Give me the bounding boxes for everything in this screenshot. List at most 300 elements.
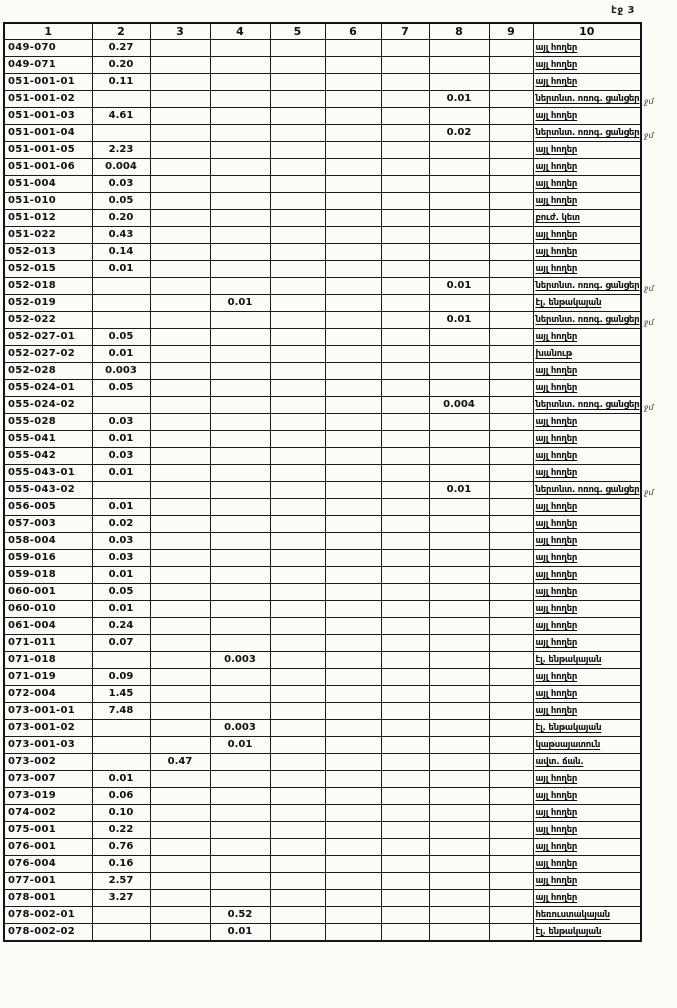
value-cell-col8 xyxy=(429,329,489,346)
value-cell-col3 xyxy=(150,839,210,856)
value-cell-col6 xyxy=(325,465,381,482)
land-use-label-cell xyxy=(533,839,641,856)
value-cell-col4 xyxy=(210,686,270,703)
value-cell-col4 xyxy=(210,57,270,74)
value-cell-col2 xyxy=(92,720,150,737)
value-cell-col7 xyxy=(381,771,429,788)
value-cell-col4 xyxy=(210,550,270,567)
value-cell-col3 xyxy=(150,363,210,380)
value-cell-col8 xyxy=(429,652,489,669)
value-cell-col9 xyxy=(489,686,533,703)
parcel-code-cell: 051-012 xyxy=(4,210,92,227)
value-cell-col8 xyxy=(429,499,489,516)
value-cell-col2 xyxy=(92,295,150,312)
value-cell-col6 xyxy=(325,312,381,329)
value-cell-col8 xyxy=(429,159,489,176)
value-cell-col9 xyxy=(489,567,533,584)
parcel-code-cell: 052-028 xyxy=(4,363,92,380)
value-cell-col4 xyxy=(210,261,270,278)
value-cell-col9 xyxy=(489,125,533,142)
value-cell-col5 xyxy=(270,278,325,295)
value-cell-col8 xyxy=(429,295,489,312)
value-cell-col3 xyxy=(150,924,210,942)
value-cell-col8 xyxy=(429,873,489,890)
value-cell-col5 xyxy=(270,907,325,924)
land-register-table xyxy=(3,22,654,942)
value-cell-col6 xyxy=(325,703,381,720)
value-cell-col7 xyxy=(381,584,429,601)
value-cell-col7 xyxy=(381,686,429,703)
parcel-code-cell: 055-024-01 xyxy=(4,380,92,397)
land-use-label-cell xyxy=(533,533,641,550)
value-cell-col2: 0.06 xyxy=(92,788,150,805)
value-cell-col8: 0.02 xyxy=(429,125,489,142)
value-cell-col6 xyxy=(325,686,381,703)
value-cell-col9 xyxy=(489,329,533,346)
land-use-label: այլ հողեր xyxy=(535,842,578,852)
land-use-label-cell xyxy=(533,482,654,499)
value-cell-col6 xyxy=(325,669,381,686)
column-header-3: 3 xyxy=(150,23,210,40)
parcel-code-cell: 052-015 xyxy=(4,261,92,278)
value-cell-col2: 7.48 xyxy=(92,703,150,720)
value-cell-col8: 0.01 xyxy=(429,312,489,329)
value-cell-col9 xyxy=(489,414,533,431)
value-cell-col3 xyxy=(150,159,210,176)
value-cell-col8 xyxy=(429,74,489,91)
value-cell-col7 xyxy=(381,499,429,516)
value-cell-col7 xyxy=(381,839,429,856)
value-cell-col6 xyxy=(325,108,381,125)
land-use-label-cell xyxy=(533,193,641,210)
value-cell-col8 xyxy=(429,414,489,431)
land-use-label-cell xyxy=(533,261,641,278)
table-row xyxy=(4,652,641,669)
value-cell-col4 xyxy=(210,380,270,397)
land-use-label-cell xyxy=(533,720,641,737)
land-use-label-cell xyxy=(533,754,641,771)
value-cell-col5 xyxy=(270,669,325,686)
value-cell-col2: 0.20 xyxy=(92,57,150,74)
parcel-code-cell: 049-070 xyxy=(4,40,92,57)
table-row xyxy=(4,516,641,533)
value-cell-col5 xyxy=(270,567,325,584)
value-cell-col7 xyxy=(381,312,429,329)
table-row xyxy=(4,108,641,125)
table-row xyxy=(4,856,641,873)
table-row xyxy=(4,74,641,91)
value-cell-col3 xyxy=(150,125,210,142)
value-cell-col4 xyxy=(210,754,270,771)
value-cell-col3 xyxy=(150,295,210,312)
value-cell-col6 xyxy=(325,890,381,907)
value-cell-col9 xyxy=(489,397,533,414)
table-row xyxy=(4,788,641,805)
value-cell-col7 xyxy=(381,227,429,244)
value-cell-col2: 0.16 xyxy=(92,856,150,873)
value-cell-col3 xyxy=(150,737,210,754)
land-use-label-cell xyxy=(533,397,654,414)
value-cell-col9 xyxy=(489,601,533,618)
value-cell-col9 xyxy=(489,533,533,550)
value-cell-col3 xyxy=(150,669,210,686)
value-cell-col9 xyxy=(489,40,533,57)
value-cell-col9 xyxy=(489,890,533,907)
value-cell-col3 xyxy=(150,890,210,907)
value-cell-col5 xyxy=(270,482,325,499)
value-cell-col2: 0.07 xyxy=(92,635,150,652)
value-cell-col9 xyxy=(489,176,533,193)
parcel-code-cell: 051-001-03 xyxy=(4,108,92,125)
value-cell-col4: 0.01 xyxy=(210,295,270,312)
land-use-label: այլ հողեր xyxy=(535,264,578,274)
parcel-code-cell: 060-010 xyxy=(4,601,92,618)
value-cell-col3 xyxy=(150,210,210,227)
land-use-label: այլ հողեր xyxy=(535,43,578,53)
value-cell-col7 xyxy=(381,924,429,942)
table-row xyxy=(4,312,641,329)
parcel-code-cell: 056-005 xyxy=(4,499,92,516)
value-cell-col6 xyxy=(325,550,381,567)
land-use-label-cell xyxy=(533,312,654,329)
value-cell-col7 xyxy=(381,720,429,737)
value-cell-col5 xyxy=(270,448,325,465)
land-use-label-cell xyxy=(533,550,641,567)
value-cell-col6 xyxy=(325,601,381,618)
land-use-label: կաթսայատուն xyxy=(535,740,601,750)
land-use-label: այլ հողեր xyxy=(535,689,578,699)
value-cell-col2 xyxy=(92,907,150,924)
value-cell-col2: 0.05 xyxy=(92,329,150,346)
value-cell-col7 xyxy=(381,601,429,618)
value-cell-col8 xyxy=(429,890,489,907)
table-row xyxy=(4,159,641,176)
value-cell-col4 xyxy=(210,329,270,346)
value-cell-col3 xyxy=(150,244,210,261)
value-cell-col8 xyxy=(429,856,489,873)
value-cell-col6 xyxy=(325,584,381,601)
value-cell-col2: 0.003 xyxy=(92,363,150,380)
land-use-label-cell xyxy=(533,652,641,669)
land-use-label-cell xyxy=(533,57,641,74)
land-use-label: այլ հողեր xyxy=(535,77,578,87)
value-cell-col2: 0.03 xyxy=(92,533,150,550)
value-cell-col8 xyxy=(429,431,489,448)
value-cell-col6 xyxy=(325,754,381,771)
value-cell-col4 xyxy=(210,414,270,431)
value-cell-col6 xyxy=(325,261,381,278)
value-cell-col4 xyxy=(210,703,270,720)
value-cell-col5 xyxy=(270,703,325,720)
value-cell-col6 xyxy=(325,924,381,942)
value-cell-col3 xyxy=(150,907,210,924)
value-cell-col2: 0.10 xyxy=(92,805,150,822)
value-cell-col7 xyxy=(381,244,429,261)
value-cell-col6 xyxy=(325,907,381,924)
land-use-label: այլ հողեր xyxy=(535,111,578,121)
land-use-label-cell xyxy=(533,805,641,822)
value-cell-col8 xyxy=(429,754,489,771)
land-use-label-cell xyxy=(533,703,641,720)
value-cell-col3 xyxy=(150,346,210,363)
parcel-code-cell: 078-002-02 xyxy=(4,924,92,942)
land-use-label: այլ հողեր xyxy=(535,706,578,716)
value-cell-col6 xyxy=(325,856,381,873)
land-use-label: էլ. ենթակայան xyxy=(535,655,602,665)
value-cell-col6 xyxy=(325,448,381,465)
value-cell-col2: 0.01 xyxy=(92,465,150,482)
land-use-label: այլ հողեր xyxy=(535,179,578,189)
value-cell-col3 xyxy=(150,550,210,567)
land-use-label: այլ հողեր xyxy=(535,825,578,835)
land-use-label: այլ հողեր xyxy=(535,162,578,172)
value-cell-col6 xyxy=(325,142,381,159)
value-cell-col3 xyxy=(150,278,210,295)
value-cell-col9 xyxy=(489,618,533,635)
value-cell-col3 xyxy=(150,652,210,669)
table-row xyxy=(4,499,641,516)
land-use-label-cell xyxy=(533,567,641,584)
land-use-label: այլ հողեր xyxy=(535,451,578,461)
value-cell-col6 xyxy=(325,74,381,91)
land-use-label-cell xyxy=(533,125,654,142)
value-cell-col2 xyxy=(92,482,150,499)
land-use-label: այլ հողեր xyxy=(535,808,578,818)
value-cell-col8 xyxy=(429,244,489,261)
value-cell-col6 xyxy=(325,363,381,380)
table-row xyxy=(4,125,641,142)
value-cell-col5 xyxy=(270,635,325,652)
value-cell-col8 xyxy=(429,771,489,788)
land-use-label: այլ հողեր xyxy=(535,502,578,512)
value-cell-col5 xyxy=(270,176,325,193)
value-cell-col9 xyxy=(489,380,533,397)
value-cell-col7 xyxy=(381,788,429,805)
value-cell-col3 xyxy=(150,618,210,635)
value-cell-col8 xyxy=(429,686,489,703)
value-cell-col9 xyxy=(489,312,533,329)
value-cell-col5 xyxy=(270,125,325,142)
value-cell-col5 xyxy=(270,822,325,839)
value-cell-col9 xyxy=(489,720,533,737)
value-cell-col3 xyxy=(150,703,210,720)
value-cell-col2 xyxy=(92,397,150,414)
value-cell-col5 xyxy=(270,108,325,125)
value-cell-col2: 2.57 xyxy=(92,873,150,890)
table-row xyxy=(4,142,641,159)
value-cell-col3 xyxy=(150,635,210,652)
value-cell-col2: 0.01 xyxy=(92,771,150,788)
value-cell-col9 xyxy=(489,924,533,942)
value-cell-col3 xyxy=(150,822,210,839)
value-cell-col6 xyxy=(325,822,381,839)
value-cell-col8 xyxy=(429,57,489,74)
land-use-label-cell xyxy=(533,907,641,924)
land-use-label-cell xyxy=(533,380,641,397)
value-cell-col8 xyxy=(429,822,489,839)
value-cell-col4 xyxy=(210,227,270,244)
parcel-code-cell: 051-001-02 xyxy=(4,91,92,108)
value-cell-col9 xyxy=(489,227,533,244)
column-header-10: 10 xyxy=(533,23,641,40)
value-cell-col5 xyxy=(270,40,325,57)
value-cell-col2: 0.03 xyxy=(92,414,150,431)
land-use-label: այլ հողեր xyxy=(535,672,578,682)
value-cell-col2 xyxy=(92,125,150,142)
value-cell-col6 xyxy=(325,805,381,822)
land-use-label-cell xyxy=(533,74,641,91)
value-cell-col5 xyxy=(270,261,325,278)
value-cell-col2: 0.43 xyxy=(92,227,150,244)
value-cell-col3 xyxy=(150,329,210,346)
table-row xyxy=(4,295,641,312)
value-cell-col8 xyxy=(429,737,489,754)
value-cell-col5 xyxy=(270,57,325,74)
handwritten-margin-note: ջմ xyxy=(644,284,654,293)
value-cell-col7 xyxy=(381,159,429,176)
value-cell-col8 xyxy=(429,839,489,856)
value-cell-col9 xyxy=(489,193,533,210)
value-cell-col4 xyxy=(210,159,270,176)
table-row xyxy=(4,771,641,788)
value-cell-col9 xyxy=(489,550,533,567)
value-cell-col5 xyxy=(270,839,325,856)
value-cell-col8 xyxy=(429,788,489,805)
land-use-label-cell xyxy=(533,635,641,652)
value-cell-col9 xyxy=(489,278,533,295)
parcel-code-cell: 055-043-02 xyxy=(4,482,92,499)
parcel-code-cell: 076-004 xyxy=(4,856,92,873)
handwritten-margin-note: ջմ xyxy=(644,403,654,412)
value-cell-col4 xyxy=(210,40,270,57)
value-cell-col4 xyxy=(210,397,270,414)
value-cell-col6 xyxy=(325,533,381,550)
value-cell-col8 xyxy=(429,516,489,533)
value-cell-col6 xyxy=(325,414,381,431)
table-row xyxy=(4,703,641,720)
value-cell-col3: 0.47 xyxy=(150,754,210,771)
value-cell-col9 xyxy=(489,431,533,448)
value-cell-col2 xyxy=(92,91,150,108)
value-cell-col9 xyxy=(489,482,533,499)
value-cell-col4 xyxy=(210,312,270,329)
land-use-label: ավտ. ճան. xyxy=(535,757,584,767)
land-use-label: այլ հողեր xyxy=(535,638,578,648)
land-use-label: բուժ. կետ xyxy=(535,213,580,223)
value-cell-col6 xyxy=(325,431,381,448)
value-cell-col9 xyxy=(489,771,533,788)
value-cell-col2: 0.05 xyxy=(92,380,150,397)
value-cell-col8: 0.01 xyxy=(429,278,489,295)
value-cell-col5 xyxy=(270,805,325,822)
parcel-code-cell: 058-004 xyxy=(4,533,92,550)
value-cell-col4 xyxy=(210,635,270,652)
value-cell-col9 xyxy=(489,108,533,125)
table-row xyxy=(4,210,641,227)
parcel-code-cell: 073-001-01 xyxy=(4,703,92,720)
value-cell-col7 xyxy=(381,669,429,686)
table-row xyxy=(4,635,641,652)
land-use-label: այլ հողեր xyxy=(535,621,578,631)
land-use-label-cell xyxy=(533,448,641,465)
value-cell-col6 xyxy=(325,397,381,414)
table-row xyxy=(4,601,641,618)
table-row xyxy=(4,227,641,244)
value-cell-col9 xyxy=(489,584,533,601)
value-cell-col7 xyxy=(381,329,429,346)
value-cell-col5 xyxy=(270,74,325,91)
value-cell-col7 xyxy=(381,516,429,533)
value-cell-col7 xyxy=(381,346,429,363)
table-row xyxy=(4,805,641,822)
land-use-label: այլ հողեր xyxy=(535,247,578,257)
value-cell-col5 xyxy=(270,584,325,601)
land-use-label: հեռուստակայան xyxy=(535,910,610,920)
table-row xyxy=(4,448,641,465)
value-cell-col3 xyxy=(150,499,210,516)
table-row xyxy=(4,737,641,754)
table-row xyxy=(4,754,641,771)
value-cell-col6 xyxy=(325,499,381,516)
land-use-label-cell xyxy=(533,601,641,618)
value-cell-col3 xyxy=(150,584,210,601)
value-cell-col9 xyxy=(489,873,533,890)
value-cell-col2 xyxy=(92,652,150,669)
value-cell-col2: 0.03 xyxy=(92,448,150,465)
value-cell-col9 xyxy=(489,822,533,839)
table-row xyxy=(4,397,641,414)
value-cell-col8 xyxy=(429,550,489,567)
page-number: էջ 3 xyxy=(611,5,635,16)
value-cell-col5 xyxy=(270,363,325,380)
table-header-row xyxy=(4,23,641,40)
value-cell-col8 xyxy=(429,380,489,397)
value-cell-col9 xyxy=(489,465,533,482)
table-row xyxy=(4,414,641,431)
value-cell-col4 xyxy=(210,431,270,448)
table-row xyxy=(4,924,641,942)
land-use-label: ներտնտ. ոռոգ. ցանցեր xyxy=(535,128,640,138)
land-use-label: այլ հողեր xyxy=(535,196,578,206)
value-cell-col6 xyxy=(325,159,381,176)
value-cell-col2: 0.01 xyxy=(92,346,150,363)
parcel-code-cell: 073-007 xyxy=(4,771,92,788)
value-cell-col7 xyxy=(381,754,429,771)
land-use-label-cell xyxy=(533,618,641,635)
land-use-label-cell xyxy=(533,771,641,788)
value-cell-col4 xyxy=(210,822,270,839)
value-cell-col5 xyxy=(270,159,325,176)
value-cell-col5 xyxy=(270,618,325,635)
value-cell-col6 xyxy=(325,652,381,669)
value-cell-col8 xyxy=(429,924,489,942)
parcel-code-cell: 052-013 xyxy=(4,244,92,261)
value-cell-col4 xyxy=(210,363,270,380)
land-use-label-cell xyxy=(533,210,641,227)
value-cell-col9 xyxy=(489,57,533,74)
parcel-code-cell: 051-001-04 xyxy=(4,125,92,142)
parcel-code-cell: 055-028 xyxy=(4,414,92,431)
column-header-5: 5 xyxy=(270,23,325,40)
parcel-code-cell: 073-019 xyxy=(4,788,92,805)
land-use-label-cell xyxy=(533,890,641,907)
table-row xyxy=(4,465,641,482)
column-header-6: 6 xyxy=(325,23,381,40)
value-cell-col4: 0.01 xyxy=(210,737,270,754)
value-cell-col3 xyxy=(150,686,210,703)
value-cell-col5 xyxy=(270,601,325,618)
land-use-label: այլ հողեր xyxy=(535,876,578,886)
